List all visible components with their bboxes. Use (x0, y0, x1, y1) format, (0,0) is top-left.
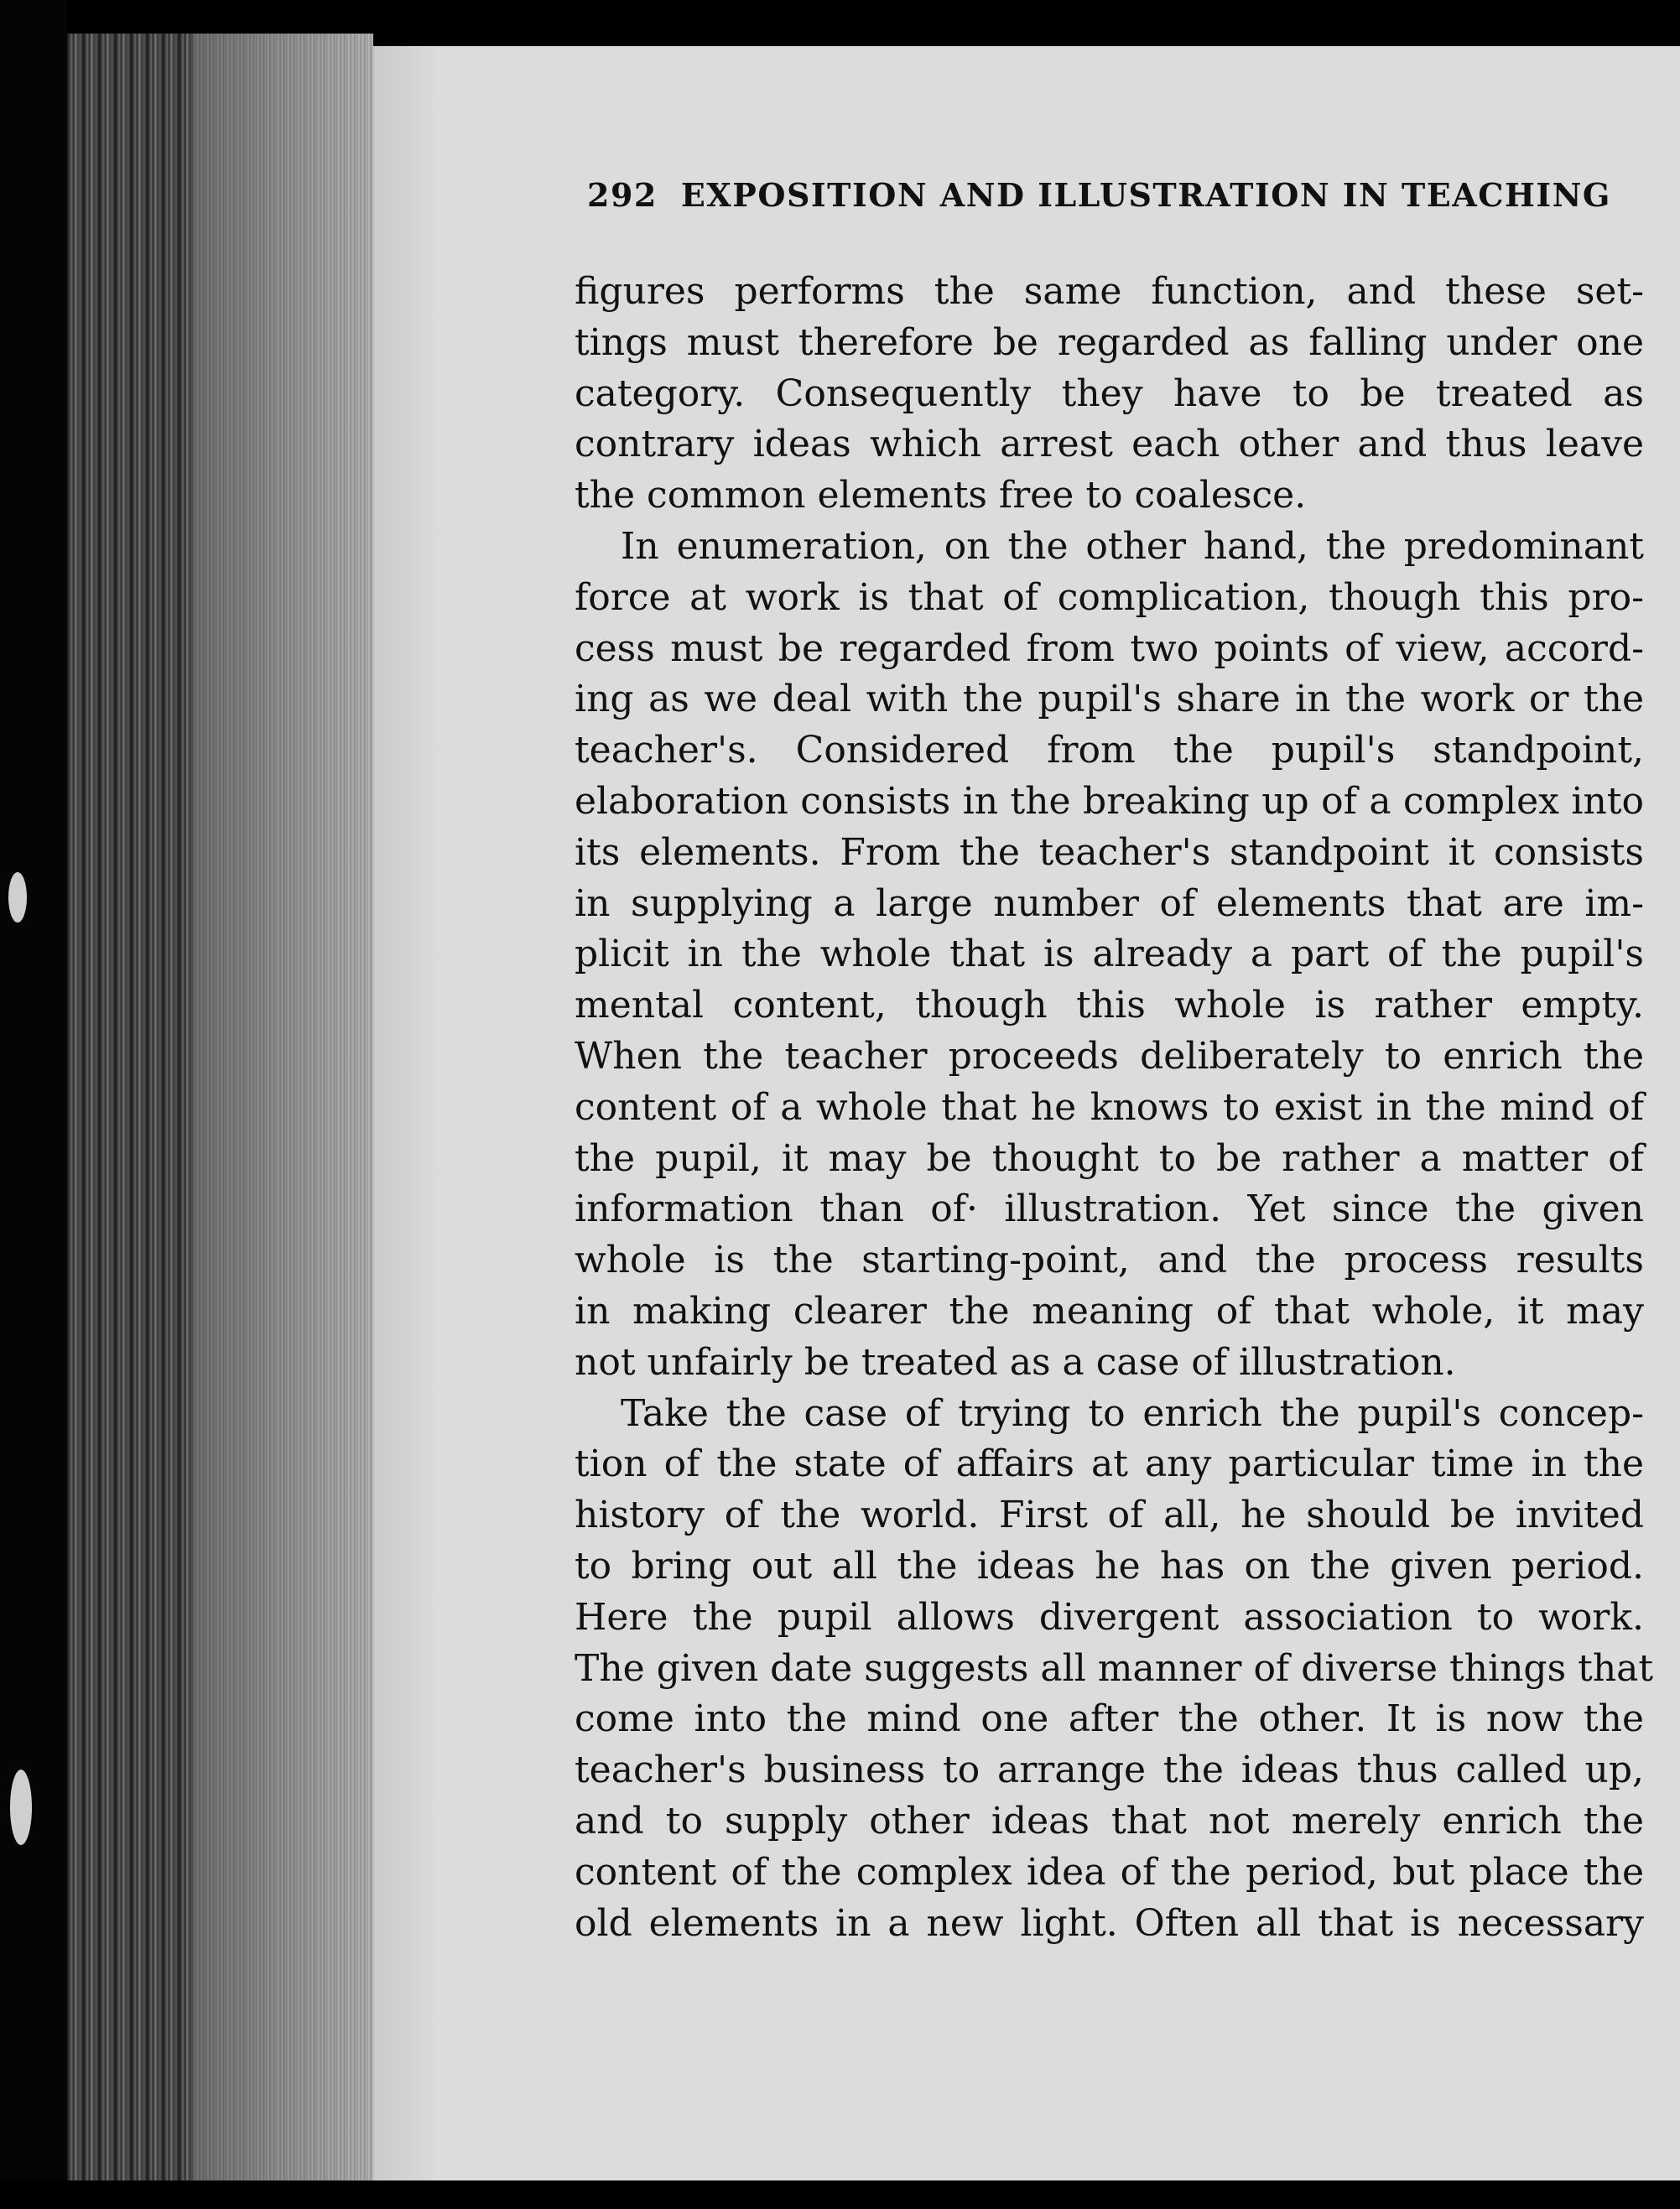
text-line: whole is the starting-point, and the process results (575, 1239, 1644, 1282)
dust-speck (10, 1770, 32, 1845)
paragraph-3 (575, 1389, 1654, 1950)
text-line: cess must be regarded from two points of view, accord- (575, 626, 1644, 670)
text-line: The given date suggests all manner of diverse things that (575, 1646, 1654, 1690)
paragraph-1 (575, 267, 1644, 522)
text-line: figures performs the same function, and these set- (575, 270, 1644, 313)
text-line: not unfairly be treated as a case of illustration. (575, 1340, 1456, 1384)
text-line: in making clearer the meaning of that whole, it may (575, 1289, 1644, 1333)
text-line: contrary ideas which arrest each other and thus leave (575, 423, 1644, 466)
book-spine (67, 34, 193, 2180)
text-line: history of the world. First of all, he should be invited (575, 1494, 1644, 1537)
bottom-border (0, 2180, 1680, 2209)
text-line: plicit in the whole that is already a part of the pupil's (575, 933, 1644, 976)
paragraph-2 (575, 522, 1644, 1389)
text-line: Take the case of trying to enrich the pupil's concep- (621, 1391, 1644, 1435)
text-line: information than of· illustration. Yet since the given (575, 1188, 1644, 1231)
body-text (575, 267, 1654, 1949)
page-number: 292 (587, 176, 658, 214)
text-line: content of a whole that he knows to exist in the mind of (575, 1085, 1644, 1129)
text-line: content of the complex idea of the period, but place the (575, 1850, 1644, 1894)
text-line: in supplying a large number of elements that are im- (575, 881, 1644, 925)
text-line: mental content, though this whole is rather empty. (575, 984, 1644, 1027)
text-line: teacher's. Considered from the pupil's standpoint, (575, 729, 1644, 772)
dust-speck (8, 872, 27, 923)
text-line: Here the pupil allows divergent association to work. (575, 1595, 1644, 1639)
text-line: come into the mind one after the other. It is now the (575, 1697, 1644, 1741)
text-line: the common elements free to coalesce. (575, 474, 1307, 517)
text-line: teacher's business to arrange the ideas thus called up, (575, 1749, 1644, 1792)
text-line: category. Consequently they have to be treated as (575, 372, 1644, 415)
text-line: tion of the state of affairs at any particular time in the (575, 1442, 1644, 1486)
text-line: old elements in a new light. Often all that is necessary (575, 1901, 1644, 1945)
left-border (0, 0, 67, 2209)
text-line: tings must therefore be regarded as falling under one (575, 320, 1644, 364)
text-line: ing as we deal with the pupil's share in the work or the (575, 678, 1644, 721)
text-line: the pupil, it may be thought to be rather a matter of (575, 1136, 1644, 1180)
running-title: EXPOSITION AND ILLUSTRATION IN TEACHING (680, 176, 1611, 214)
text-line: When the teacher proceeds deliberately to enrich the (575, 1034, 1644, 1078)
page-shadow (373, 46, 440, 2180)
text-line: force at work is that of complication, though this pro- (575, 575, 1644, 619)
text-line: In enumeration, on the other hand, the predominant (621, 524, 1644, 568)
running-header (587, 176, 1611, 214)
text-line: elaboration consists in the breaking up of a complex into (575, 779, 1644, 823)
text-line: its elements. From the teacher's standpoint it consists (575, 830, 1644, 874)
text-line: to bring out all the ideas he has on the given period. (575, 1544, 1644, 1588)
page-edges (193, 34, 373, 2180)
text-line: and to supply other ideas that not merely enrich the (575, 1799, 1644, 1843)
